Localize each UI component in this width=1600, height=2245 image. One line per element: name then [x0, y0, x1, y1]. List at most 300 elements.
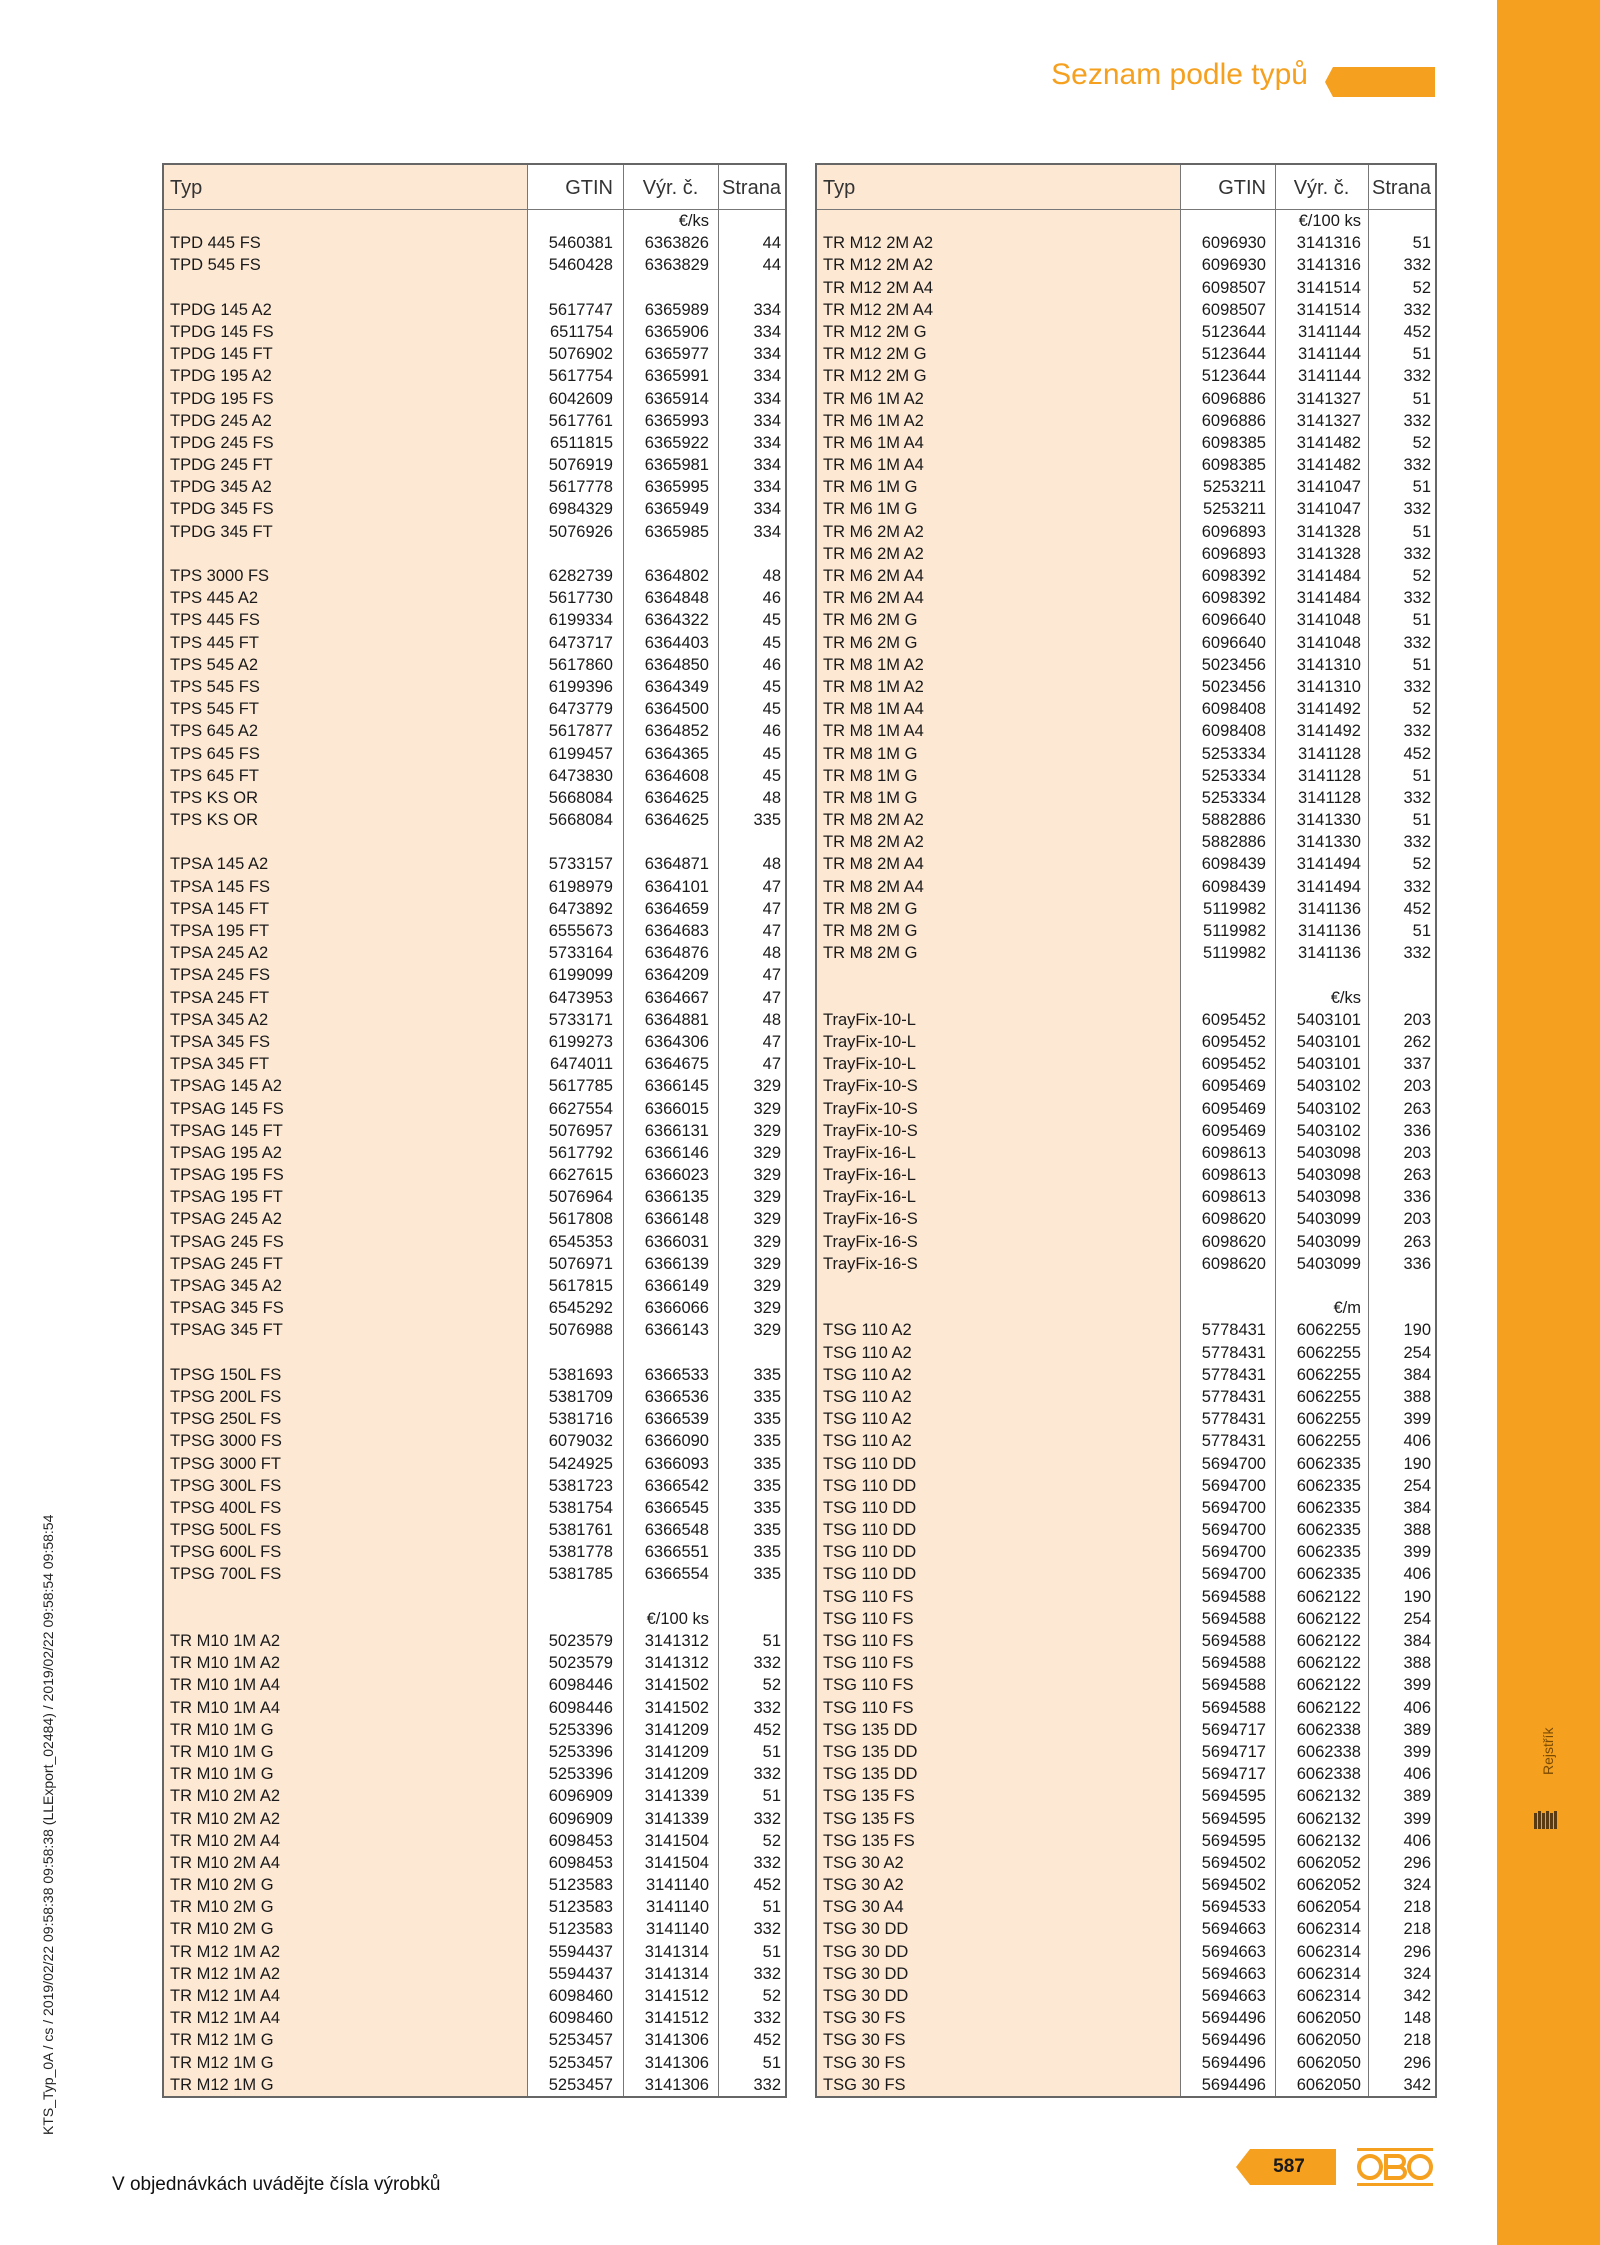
table-row	[817, 1430, 1435, 1452]
cell-typ: TrayFix-10-L	[823, 1010, 916, 1029]
cell-vyr: 5403102	[1296, 1121, 1361, 1140]
cell-vyr: 6364675	[644, 1055, 709, 1074]
cell-vyr: 6366542	[644, 1476, 709, 1495]
cell-strana: 332	[753, 1765, 781, 1784]
cell-typ: TPSA 145 A2	[170, 855, 269, 874]
table-row	[817, 1297, 1435, 1319]
cell-gtin: 6098507	[1201, 300, 1266, 319]
cell-gtin: 5694588	[1201, 1676, 1266, 1695]
cell-typ: TPSAG 195 FS	[170, 1166, 284, 1185]
cell-strana: 332	[753, 1654, 781, 1673]
table-row	[817, 1963, 1435, 1985]
table-row	[164, 1430, 785, 1452]
table-row	[164, 587, 785, 609]
table-row	[817, 1918, 1435, 1940]
table-row	[817, 365, 1435, 387]
cell-vyr: 6062335	[1296, 1565, 1361, 1584]
table-row	[164, 543, 785, 565]
cell-strana: 45	[762, 677, 781, 696]
table-row	[817, 543, 1435, 565]
cell-gtin: 6511815	[549, 433, 613, 452]
cell-typ: TPSG 500L FS	[170, 1521, 282, 1540]
cell-vyr: 6062255	[1296, 1321, 1361, 1340]
cell-gtin: 5694700	[1201, 1498, 1266, 1517]
cell-gtin: 5694496	[1201, 2053, 1266, 2072]
cell-strana: 47	[762, 922, 781, 940]
cell-vyr: 6366139	[644, 1254, 709, 1273]
cell-vyr: 5403099	[1296, 1254, 1361, 1273]
table-row	[817, 920, 1435, 942]
cell-vyr: 3141514	[1296, 278, 1361, 297]
cell-vyr: 5403101	[1296, 1032, 1361, 1051]
cell-vyr: 5403098	[1296, 1188, 1361, 1207]
cell-vyr: 6062132	[1296, 1787, 1361, 1806]
cell-gtin: 6095469	[1201, 1077, 1266, 1096]
cell-typ: TR M8 1M A2	[823, 655, 924, 674]
cell-strana: 254	[1403, 1343, 1431, 1362]
cell-strana: 254	[1403, 1476, 1431, 1495]
table-row	[817, 1364, 1435, 1386]
table-row	[817, 1408, 1435, 1430]
table-row	[817, 1053, 1435, 1075]
cell-gtin: 6098392	[1201, 567, 1266, 585]
cell-typ: TR M8 1M A4	[823, 722, 924, 741]
cell-strana: 332	[1403, 300, 1431, 319]
cell-vyr: 3141209	[644, 1742, 709, 1761]
cell-typ: TR M12 2M A2	[823, 256, 934, 275]
cell-vyr: 5403099	[1296, 1232, 1361, 1251]
cell-strana: 332	[753, 2075, 781, 2094]
cell-typ: TPSAG 245 FS	[170, 1232, 284, 1251]
table-row	[817, 388, 1435, 410]
table-row	[164, 1785, 785, 1807]
cell-gtin: 5253396	[548, 1720, 613, 1739]
cell-typ: TPDG 245 FS	[170, 433, 274, 452]
cell-vyr: 6366548	[644, 1521, 709, 1540]
cell-strana: 190	[1403, 1454, 1431, 1473]
cell-gtin: 5733157	[548, 855, 613, 874]
page-number: 587	[1273, 2156, 1305, 2177]
cell-gtin: 5733164	[548, 944, 613, 963]
cell-vyr: 3141140	[645, 1876, 709, 1895]
cell-gtin: 5694700	[1201, 1543, 1266, 1562]
cell-strana: 263	[1403, 1099, 1431, 1118]
cell-gtin: 5778431	[1201, 1432, 1266, 1451]
cell-gtin: 5253457	[548, 2031, 613, 2050]
cell-vyr: 3141339	[644, 1787, 709, 1806]
sidebar-label[interactable]: Rejstřík	[1540, 1727, 1556, 1775]
cell-gtin: 6098408	[1201, 700, 1266, 719]
cell-vyr: 6365989	[644, 300, 709, 319]
cell-gtin: 5694595	[1201, 1809, 1266, 1828]
cell-typ: TSG 110 FS	[823, 1587, 914, 1606]
cell-gtin: 5076971	[548, 1254, 613, 1273]
cell-gtin: 5253334	[1201, 744, 1266, 763]
cell-strana: 332	[1403, 256, 1431, 275]
cell-typ: TR M12 1M A4	[170, 2009, 281, 2028]
cell-strana: 44	[762, 234, 781, 253]
cell-vyr: 3141310	[1296, 677, 1361, 696]
cell-vyr: 6366093	[644, 1454, 709, 1473]
table-row	[817, 1852, 1435, 1874]
table-row	[817, 1941, 1435, 1963]
cell-gtin: 6555673	[548, 922, 613, 940]
right-product-table	[815, 163, 1437, 2098]
table-row	[817, 1009, 1435, 1031]
cell-gtin: 5617785	[548, 1077, 613, 1096]
cell-vyr: 6062335	[1296, 1476, 1361, 1495]
cell-gtin: 5253211	[1202, 478, 1266, 497]
cell-typ: TSG 30 DD	[823, 1964, 909, 1983]
table-row	[164, 254, 785, 276]
cell-vyr: 6062335	[1296, 1454, 1361, 1473]
cell-vyr: 6363826	[644, 234, 709, 253]
cell-vyr: 6062314	[1296, 1964, 1361, 1983]
cell-strana: 51	[1412, 345, 1431, 364]
cell-vyr: 6364659	[644, 899, 709, 918]
cell-gtin: 6198979	[548, 877, 613, 896]
cell-gtin: 5694700	[1201, 1454, 1266, 1473]
cell-gtin: 5119982	[1202, 944, 1266, 963]
cell-vyr: 6364306	[644, 1032, 709, 1051]
cell-typ: TPSA 245 FS	[170, 966, 270, 985]
cell-vyr: 3141482	[1296, 433, 1361, 452]
col-header-gtin: GTIN	[565, 177, 613, 199]
cell-typ: TSG 110 A2	[823, 1410, 912, 1429]
table-row	[164, 1497, 785, 1519]
table-row	[817, 1075, 1435, 1097]
book-index-icon[interactable]	[1534, 1811, 1558, 1831]
cell-vyr: 3141484	[1296, 567, 1361, 585]
cell-gtin: 5694717	[1201, 1742, 1266, 1761]
cell-strana: 335	[753, 1498, 781, 1517]
table-row	[817, 676, 1435, 698]
table-row	[817, 1186, 1435, 1208]
cell-strana: 51	[1412, 655, 1431, 674]
cell-strana: 334	[753, 300, 781, 319]
cell-vyr: 3141330	[1296, 811, 1361, 830]
cell-strana: 263	[1403, 1232, 1431, 1251]
cell-strana: 45	[762, 633, 781, 652]
table-row	[817, 1808, 1435, 1830]
cell-strana: 218	[1403, 1920, 1431, 1939]
cell-gtin: 5778431	[1201, 1365, 1266, 1384]
cell-typ: TPDG 245 FT	[170, 456, 273, 475]
cell-strana: 324	[1403, 1964, 1431, 1983]
cell-vyr: 3141312	[644, 1654, 709, 1673]
table-row	[817, 1652, 1435, 1674]
cell-gtin: 6199334	[548, 611, 613, 630]
cell-typ: TR M6 2M A2	[823, 522, 924, 541]
cell-gtin: 5123644	[1201, 345, 1266, 364]
cell-vyr: 5403101	[1296, 1055, 1361, 1074]
cell-strana: 388	[1403, 1387, 1431, 1406]
cell-typ: TrayFix-10-S	[823, 1099, 918, 1118]
cell-typ: TR M12 1M G	[170, 2075, 274, 2094]
cell-gtin: 6096930	[1201, 234, 1266, 253]
cell-strana: 332	[1403, 589, 1431, 608]
cell-strana: 336	[1403, 1121, 1431, 1140]
cell-strana: 48	[762, 1010, 781, 1029]
cell-strana: 52	[1412, 278, 1431, 297]
cell-strana: 335	[753, 1410, 781, 1429]
cell-strana: 335	[753, 1365, 781, 1384]
cell-gtin: 6545292	[548, 1299, 613, 1318]
cell-gtin: 6199396	[548, 677, 613, 696]
cell-vyr: 3141048	[1296, 633, 1361, 652]
cell-strana: 329	[753, 1210, 781, 1229]
cell-vyr: 6062338	[1296, 1720, 1361, 1739]
cell-strana: 388	[1403, 1654, 1431, 1673]
cell-gtin: 5694502	[1201, 1853, 1266, 1872]
cell-strana: 203	[1403, 1010, 1431, 1029]
cell-gtin: 5617730	[548, 589, 613, 608]
cell-typ: TPSA 345 A2	[170, 1010, 269, 1029]
cell-typ: TR M6 2M A4	[823, 589, 924, 608]
cell-strana: 342	[1403, 1987, 1431, 2005]
cell-typ: TPSAG 345 FS	[170, 1299, 284, 1318]
cell-vyr: 6364349	[644, 677, 709, 696]
cell-vyr: 3141512	[644, 1987, 709, 2005]
cell-vyr: 6062122	[1296, 1609, 1361, 1628]
col-header-vyr: Výr. č.	[1293, 177, 1350, 199]
cell-vyr: 6366015	[644, 1099, 709, 1118]
cell-typ: TR M10 1M A4	[170, 1698, 281, 1717]
table-row	[817, 787, 1435, 809]
cell-strana: 148	[1403, 2009, 1431, 2028]
cell-strana: 334	[753, 389, 781, 408]
cell-vyr: 6062132	[1296, 1809, 1361, 1828]
cell-typ: TrayFix-10-S	[823, 1121, 918, 1140]
cell-strana: 203	[1403, 1077, 1431, 1096]
cell-vyr: 6366539	[644, 1410, 709, 1429]
cell-strana: 46	[762, 722, 781, 741]
header-tab-marker	[1325, 67, 1435, 97]
cell-gtin: 6098446	[548, 1698, 613, 1717]
cell-strana: 48	[762, 855, 781, 874]
obo-logo	[1356, 2147, 1434, 2187]
cell-strana: 399	[1403, 1410, 1431, 1429]
table-row	[817, 299, 1435, 321]
cell-gtin: 6098620	[1201, 1232, 1266, 1251]
cell-gtin: 5694717	[1201, 1720, 1266, 1739]
cell-gtin: 6545353	[548, 1232, 613, 1251]
table-row	[164, 1918, 785, 1940]
cell-vyr: 3141494	[1296, 855, 1361, 874]
table-row	[817, 1031, 1435, 1053]
cell-vyr: 6062338	[1296, 1765, 1361, 1784]
cell-typ: TR M8 2M G	[823, 922, 918, 940]
cell-gtin: 6095452	[1201, 1055, 1266, 1074]
cell-vyr: 6364802	[644, 567, 709, 585]
footer-note: V objednávkách uvádějte čísla výrobků	[112, 2174, 441, 2195]
cell-vyr: 6062255	[1296, 1365, 1361, 1384]
cell-typ: TR M10 2M A4	[170, 1853, 281, 1872]
table-row	[164, 1453, 785, 1475]
cell-gtin: 6096640	[1201, 633, 1266, 652]
cell-gtin: 5694496	[1201, 2031, 1266, 2050]
cell-gtin: 6199273	[548, 1032, 613, 1051]
cell-vyr: 6062335	[1296, 1543, 1361, 1562]
cell-gtin: 5123644	[1201, 322, 1266, 341]
cell-typ: TSG 135 FS	[823, 1831, 915, 1850]
table-row	[164, 1075, 785, 1097]
cell-gtin: 5253457	[548, 2053, 613, 2072]
cell-gtin: 6098613	[1201, 1143, 1266, 1162]
table-row	[164, 1386, 785, 1408]
cell-strana: 334	[753, 433, 781, 452]
cell-strana: 329	[753, 1121, 781, 1140]
cell-vyr: 5403099	[1296, 1210, 1361, 1229]
cell-strana: 329	[753, 1321, 781, 1340]
cell-vyr: 6364625	[644, 788, 709, 807]
cell-gtin: 5460428	[548, 256, 613, 275]
table-row	[164, 210, 785, 232]
table-row	[164, 1253, 785, 1275]
table-row	[164, 765, 785, 787]
cell-typ: TPSG 3000 FT	[170, 1454, 281, 1473]
cell-vyr: 3141316	[1296, 256, 1361, 275]
cell-typ: TR M10 2M G	[170, 1876, 274, 1895]
cell-vyr: 6365922	[644, 433, 709, 452]
cell-gtin: 5778431	[1201, 1321, 1266, 1340]
cell-strana: 47	[762, 899, 781, 918]
cell-strana: 406	[1403, 1765, 1431, 1784]
cell-vyr: €/100 ks	[1298, 212, 1361, 230]
cell-vyr: 5403102	[1296, 1077, 1361, 1096]
table-row	[164, 720, 785, 742]
cell-strana: 342	[1403, 2075, 1431, 2094]
cell-gtin: 6042609	[548, 389, 613, 408]
table-row	[817, 831, 1435, 853]
cell-gtin: 5076964	[548, 1188, 613, 1207]
cell-typ: TR M6 2M A2	[823, 544, 924, 563]
table-row	[164, 1586, 785, 1608]
table-row	[164, 1830, 785, 1852]
cell-vyr: 3141128	[1297, 744, 1361, 763]
cell-strana: 399	[1403, 1809, 1431, 1828]
cell-gtin: 6098620	[1201, 1254, 1266, 1273]
cell-typ: TPD 445 FS	[170, 234, 261, 253]
cell-typ: TSG 110 DD	[823, 1454, 917, 1473]
cell-vyr: 6366031	[644, 1232, 709, 1251]
cell-vyr: 6364881	[644, 1010, 709, 1029]
table-row	[164, 410, 785, 432]
cell-strana: 218	[1403, 2031, 1431, 2050]
cell-typ: TR M12 2M G	[823, 367, 927, 386]
cell-typ: TSG 110 FS	[823, 1676, 914, 1695]
cell-strana: 335	[753, 1476, 781, 1495]
cell-strana: 329	[753, 1143, 781, 1162]
cell-strana: 452	[753, 1720, 781, 1739]
cell-strana: 334	[753, 411, 781, 430]
col-header-typ: Typ	[823, 177, 856, 199]
cell-strana: 52	[1412, 855, 1431, 874]
cell-typ: TR M12 2M G	[823, 322, 927, 341]
cell-typ: TSG 110 DD	[823, 1565, 917, 1584]
cell-vyr: 6062335	[1296, 1521, 1361, 1540]
cell-typ: TSG 110 DD	[823, 1543, 917, 1562]
cell-gtin: 6095469	[1201, 1121, 1266, 1140]
sidebar-tab	[1497, 0, 1600, 2245]
cell-gtin: 5778431	[1201, 1410, 1266, 1429]
table-row	[817, 587, 1435, 609]
cell-gtin: 5381723	[548, 1476, 613, 1495]
cell-typ: TR M12 1M A4	[170, 1987, 281, 2005]
left-product-table	[162, 163, 787, 2098]
cell-gtin: 5617877	[548, 722, 613, 741]
cell-gtin: 6096640	[1201, 611, 1266, 630]
cell-gtin: 5694700	[1201, 1521, 1266, 1540]
table-row	[817, 521, 1435, 543]
cell-vyr: 6062132	[1296, 1831, 1361, 1850]
cell-gtin: 6098613	[1201, 1188, 1266, 1207]
cell-strana: 406	[1403, 1565, 1431, 1584]
cell-vyr: 6364500	[644, 700, 709, 719]
cell-typ: TPSA 145 FS	[170, 877, 270, 896]
cell-typ: TPSAG 145 FT	[170, 1121, 283, 1140]
cell-typ: TR M12 1M G	[170, 2031, 274, 2050]
table-row	[164, 454, 785, 476]
table-row	[164, 1896, 785, 1918]
cell-typ: TR M8 2M A2	[823, 811, 924, 830]
cell-vyr: 3141512	[644, 2009, 709, 2028]
table-row	[817, 765, 1435, 787]
cell-strana: 52	[762, 1987, 781, 2005]
table-row	[164, 1053, 785, 1075]
cell-gtin: 5617754	[548, 367, 613, 386]
cell-gtin: 5594437	[548, 1964, 613, 1983]
cell-strana: 48	[762, 567, 781, 585]
table-row	[164, 498, 785, 520]
cell-vyr: 3141306	[644, 2075, 709, 2094]
cell-strana: 332	[753, 1809, 781, 1828]
table-row	[817, 410, 1435, 432]
table-row	[817, 964, 1435, 986]
cell-typ: TSG 110 A2	[823, 1432, 912, 1451]
cell-vyr: 3141312	[644, 1632, 709, 1650]
cell-strana: 44	[762, 256, 781, 275]
cell-typ: TSG 110 FS	[823, 1698, 914, 1717]
cell-strana: 406	[1403, 1432, 1431, 1451]
cell-vyr: 6364209	[644, 966, 709, 985]
cell-typ: TSG 110 FS	[823, 1654, 914, 1673]
cell-vyr: 6366090	[644, 1432, 709, 1451]
cell-gtin: 5076919	[548, 456, 613, 475]
table-row	[817, 1830, 1435, 1852]
cell-typ: TPDG 195 A2	[170, 367, 272, 386]
cell-strana: 262	[1403, 1032, 1431, 1051]
table-row	[164, 1142, 785, 1164]
cell-vyr: 3141136	[1297, 922, 1361, 940]
cell-typ: TrayFix-10-S	[823, 1077, 918, 1096]
cell-strana: 332	[1403, 677, 1431, 696]
table-row	[164, 1630, 785, 1652]
cell-strana: 332	[1403, 500, 1431, 519]
cell-vyr: 3141514	[1296, 300, 1361, 319]
cell-gtin: 5694663	[1201, 1920, 1266, 1939]
table-row	[164, 1541, 785, 1563]
cell-typ: TR M10 1M G	[170, 1765, 274, 1784]
cell-gtin: 5617815	[548, 1277, 613, 1295]
cell-vyr: 6366143	[644, 1321, 709, 1340]
cell-strana: 399	[1403, 1543, 1431, 1562]
table-row	[817, 565, 1435, 587]
table-row	[164, 676, 785, 698]
table-row	[817, 2029, 1435, 2051]
cell-typ: TR M12 2M A2	[823, 234, 934, 253]
table-row	[817, 1785, 1435, 1807]
